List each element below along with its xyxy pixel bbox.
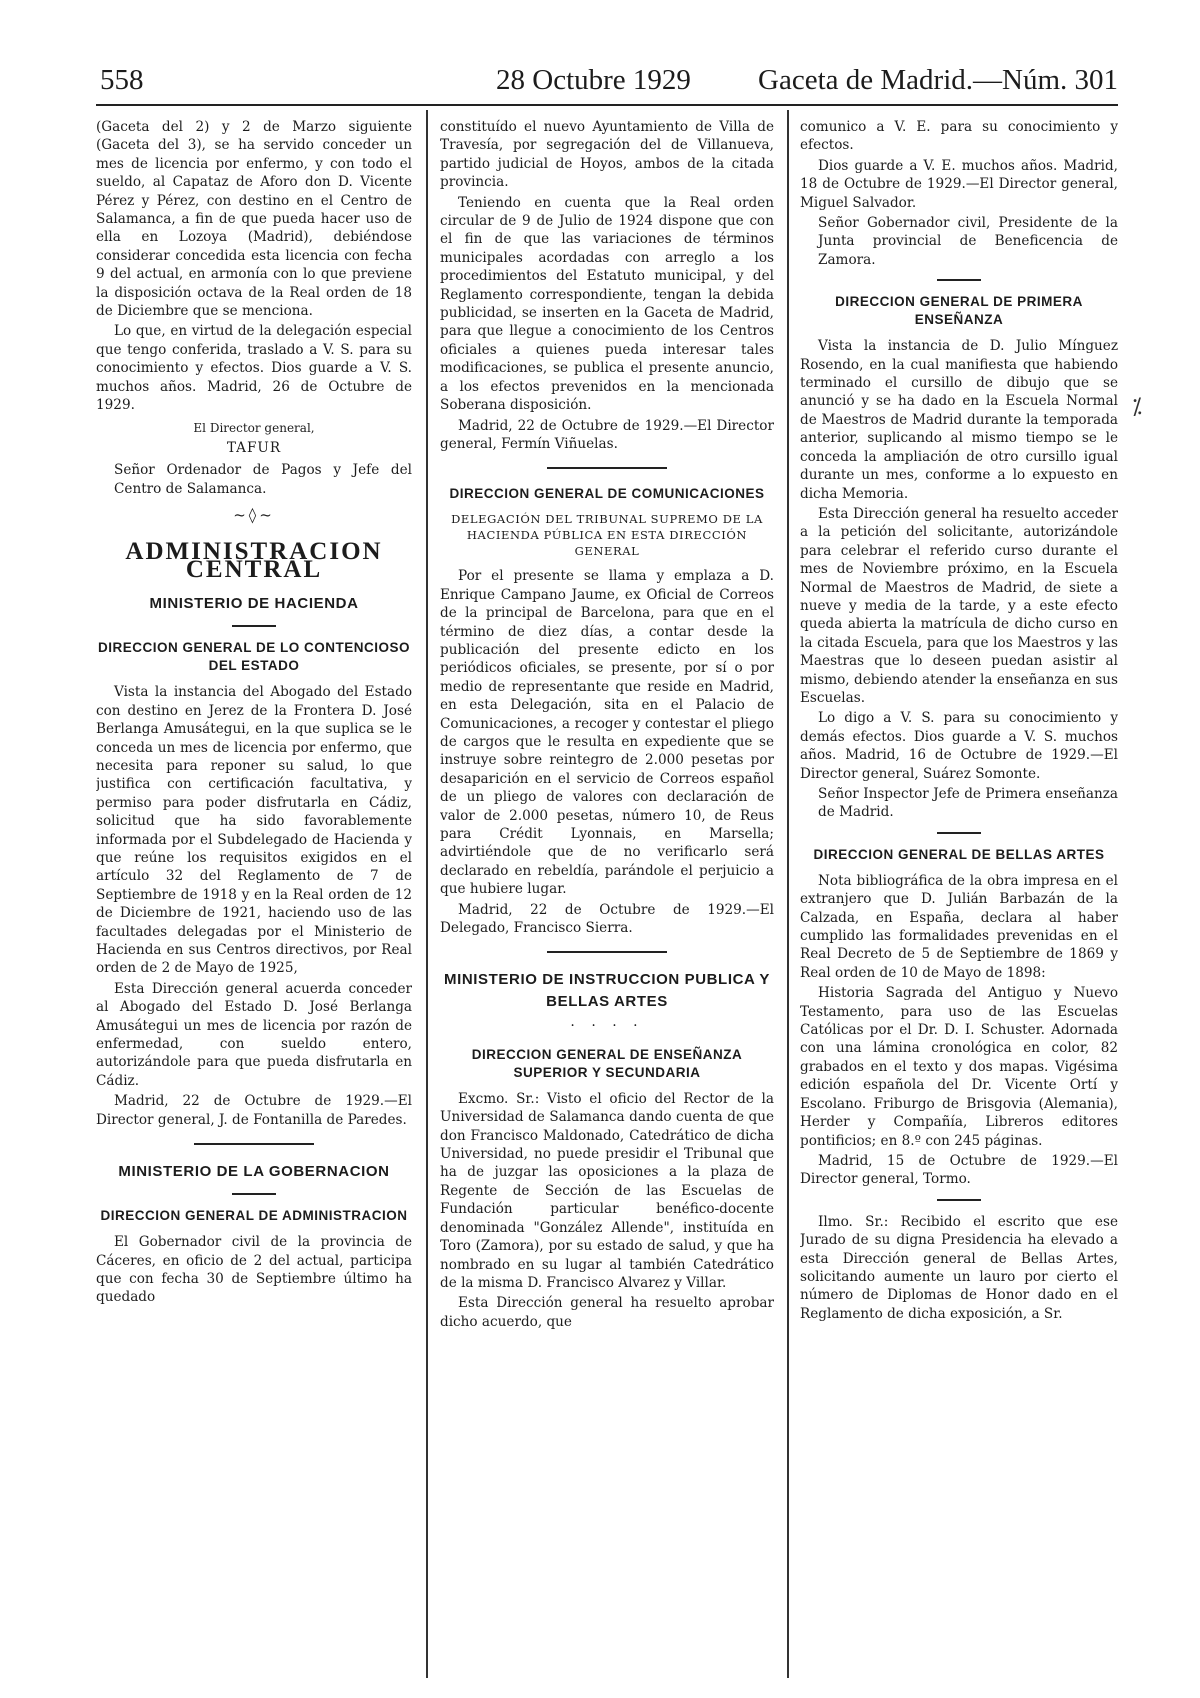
- separator-rule: [194, 1143, 314, 1145]
- department-heading: DIRECCION GENERAL DE ENSEÑANZA SUPERIOR Y SECUNDARIA: [471, 1046, 743, 1080]
- addressee: Señor Ordenador de Pagos y Jefe del Centro de Salamanca.: [114, 462, 412, 497]
- paragraph: Madrid, 22 de Octubre de 1929.—El Director general, Fermín Viñuelas.: [440, 417, 774, 452]
- paragraph: Vista la instancia de D. Julio Mínguez Rosendo, en la cual manifiesta que habiendo terminado el cursillo de dibujo que se anunció y se ha dado en la Escuela Normal de Maestros de Madrid durante la temporada anterior, suplicando al mismo tiempo se le conceda la ampliación de otro cursillo igual durante un mes, conforme a lo expuesto en dicha Memoria.: [800, 338, 1118, 502]
- issue-date: 28 Octubre 1929: [496, 64, 691, 96]
- department-heading: DIRECCION GENERAL DE COMUNICACIONES: [449, 486, 765, 502]
- column-1: [96, 118, 412, 1678]
- paragraph: (Gaceta del 2) y 2 de Marzo siguiente (Gaceta del 3), se ha servido conceder un mes de licencia por enfermo, y con todo el sueldo, al Capataz de Aforo don D. Vicente Pérez y Pérez, con destino en el Centro de Salamanca, a fin de que pueda hacer uso de ella en Lozoya (Madrid), debiéndose considerar concedida esta licencia con fecha 9 del actual, en armonía con lo que previene la disposición octava de la Real orden de 18 de Diciembre que se menciona.: [96, 119, 412, 320]
- paragraph: Ilmo. Sr.: Recibido el escrito que ese Jurado de su digna Presidencia ha elevado a esta Dirección general de Bellas Artes, solicitando aumente un lauro por cierto el número de Diplomas de Honor dado en el Reglamento de dicha exposición, a Sr.: [800, 1213, 1118, 1322]
- paragraph: El Gobernador civil de la provincia de Cáceres, en oficio de 2 del actual, participa que con fecha 30 de Septiembre último ha quedado: [96, 1234, 412, 1306]
- addressee: Señor Gobernador civil, Presidente de la Junta provincial de Beneficencia de Zamora.: [818, 215, 1118, 268]
- paragraph: Lo que, en virtud de la delegación especial que tengo conferida, traslado a V. S. para su conocimiento y efectos. Dios guarde a V. S. muchos años. Madrid, 26 de Octubre de 1929.: [96, 323, 412, 414]
- paragraph: Teniendo en cuenta que la Real orden circular de 9 de Julio de 1924 dispone que con el fin de que las variaciones de términos municipales acordadas con arreglo a los procedimientos del Estatuto municipal, y del Reglamento correspondiente, tengan la debida publicidad, se inserten en la Gaceta de Madrid, para que llegue a conocimiento de los Centros oficiales a quienes pueda interesar tales modificaciones, se publica el presente anuncio, a los efectos prevenidos en la mencionada Soberana disposición.: [440, 194, 774, 414]
- paragraph: comunico a V. E. para su conocimiento y efectos.: [800, 119, 1118, 154]
- paragraph: Excmo. Sr.: Visto el oficio del Rector de la Universidad de Salamanca dando cuenta de que don Francisco Maldonado, Catedrático de dicha Universidad, no puede presidir el Tribunal que ha de juzgar las oposiciones a la plaza de Regente de Sección de las Escuelas de Fundación particular benéfico-docente denominada "González Allende", instituída en Toro (Zamora), por su estado de salud, y que ha nombrado en su lugar al también Catedrático de la misma D. Francisco Alvarez y Villar.: [440, 1090, 774, 1291]
- paragraph: Madrid, 22 de Octubre de 1929.—El Director general, J. de Fontanilla de Paredes.: [96, 1093, 412, 1128]
- ministry-heading: MINISTERIO DE LA GOBERNACION: [118, 1163, 390, 1181]
- subheading: DELEGACIÓN DEL TRIBUNAL SUPREMO DE LA HACIENDA PÚBLICA EN ESTA DIRECCIÓN GENERAL: [451, 512, 763, 559]
- paragraph: Madrid, 15 de Octubre de 1929.—El Director general, Tormo.: [800, 1152, 1118, 1188]
- paragraph: Madrid, 22 de Octubre de 1929.—El Delegado, Francisco Sierra.: [440, 901, 774, 937]
- ornament-divider: ~◊~: [233, 506, 275, 525]
- column-3: [800, 118, 1118, 1678]
- column-2: [440, 118, 774, 1678]
- paragraph: Vista la instancia del Abogado del Estado con destino en Jerez de la Frontera D. José Berlanga Amusátegui, en la que suplica se le conceda un mes de licencia por enfermo, que necesita para reponer su salud, lo que justifica con certificación facultativa, y permiso para poder disfrutarla en Cádiz, solicitud que ha sido favorablemente informada por el Subdelegado de Hacienda y que reúne los requisitos exigidos en el artículo 32 del Reglamento de 7 de Septiembre de 1918 y en la Real orden de 12 de Diciembre de 1921, haciendo uso de las facultades delegadas por el Ministerio de Hacienda en sus Centros directivos, por Real orden de 2 de Mayo de 1925,: [96, 684, 412, 977]
- publication-title: Gaceta de Madrid.—Núm. 301: [758, 64, 1118, 96]
- page-header: [96, 60, 1118, 100]
- page-number: 558: [100, 64, 144, 96]
- paragraph: Esta Dirección general acuerda conceder al Abogado del Estado D. José Berlanga Amusátegui un mes de licencia por razón de enfermedad, con sueldo entero, autorizándole para que pueda disfrutarla en Cádiz.: [96, 980, 412, 1089]
- dotted-divider: · · · ·: [570, 1018, 644, 1035]
- margin-mark: ⁒: [1132, 395, 1142, 420]
- short-rule: [937, 279, 981, 281]
- paragraph: Esta Dirección general ha resuelto aprobar dicho acuerdo, que: [440, 1295, 774, 1330]
- column-divider: [426, 110, 428, 1678]
- paragraph: constituído el nuevo Ayuntamiento de Villa de Travesía, por segregación del de Villanueva, partido judicial de Hoyos, ambos de la citada provincia.: [440, 119, 774, 191]
- separator-rule: [547, 467, 667, 469]
- signature-name: TAFUR: [226, 439, 282, 456]
- paragraph: Historia Sagrada del Antiguo y Nuevo Testamento, para uso de las Escuelas Católicas por el Dr. D. I. Schuster. Adornada con una lámina cronológica en color, 82 grabados en el texto y dos mapas. Vigésima edición española del Dr. Vicente Ortí y Escolano. Friburgo de Brisgovia (Alemania), Herder y Compañía, Libreros editores pontificios; en 8.º con 245 páginas.: [800, 985, 1118, 1149]
- department-heading: DIRECCION GENERAL DE BELLAS ARTES: [813, 846, 1105, 862]
- column-divider: [787, 110, 789, 1678]
- ministry-heading: MINISTERIO DE INSTRUCCION PUBLICA Y BELLAS ARTES: [443, 971, 771, 1011]
- separator-rule: [547, 951, 667, 953]
- short-rule: [232, 1193, 276, 1195]
- signature-title: El Director general,: [193, 420, 315, 435]
- short-rule: [937, 1199, 981, 1201]
- section-title: ADMINISTRACION CENTRAL: [125, 537, 383, 583]
- short-rule: [937, 832, 981, 834]
- header-rule: [96, 104, 1118, 106]
- short-rule: [232, 625, 276, 627]
- addressee: Señor Inspector Jefe de Primera enseñanza de Madrid.: [818, 786, 1118, 821]
- paragraph: Nota bibliográfica de la obra impresa en el extranjero que D. Julián Barbazán de la Calzada, en España, declara al haber cumplido las formalidades prevenidas en el Real Decreto de 5 de Septiembre de 1869 y Real orden de 10 de Mayo de 1898:: [800, 872, 1118, 981]
- ministry-heading: MINISTERIO DE HACIENDA: [149, 595, 359, 613]
- department-heading: DIRECCION GENERAL DE ADMINISTRACION: [100, 1208, 408, 1224]
- department-heading: DIRECCION GENERAL DE LO CONTENCIOSO DEL ESTADO: [97, 640, 411, 674]
- paragraph: Por el presente se llama y emplaza a D. Enrique Campano Jaume, ex Oficial de Correos de la principal de Barcelona, para que en el término de diez días, a contar desde la publicación del presente edicto en los periódicos oficiales, se presente, por sí o por medio de representante que reside en Madrid, en esta Delegación, sita en el Palacio de Comunicaciones, a recoger y contestar el pliego de cargos que le resulta en expediente que se instruye sobre reintegro de 2.000 pesetas por desaparición en el servicio de Correos español de un pliego de valores con declaración de valor de 2.000 pesetas, número 10, de Reus para Crédit Lyonnais, en Marsella; advirtiéndole que de no verificarlo será declarado en rebeldía, parándole el perjuicio a que hubiere lugar.: [440, 568, 774, 898]
- paragraph: Lo digo a V. S. para su conocimiento y demás efectos. Dios guarde a V. S. muchos años. Madrid, 16 de Octubre de 1929.—El Director general, Suárez Somonte.: [800, 710, 1118, 782]
- department-heading: DIRECCION GENERAL DE PRIMERA ENSEÑANZA: [835, 294, 1083, 328]
- paragraph: Dios guarde a V. E. muchos años. Madrid, 18 de Octubre de 1929.—El Director general, Miguel Salvador.: [800, 157, 1118, 211]
- paragraph: Esta Dirección general ha resuelto acceder a la petición del solicitante, autorizándole para celebrar el referido curso durante el mes de Noviembre próximo, en la Escuela Normal de Maestros de Madrid, de siete a nueve y media de la tarde, y a este efecto queda abierta la matrícula de dicho curso en la citada Escuela, para que los Maestros y las Maestras que lo deseen puedan asistir al mismo, debiendo atender la enseñanza en sus Escuelas.: [800, 505, 1118, 706]
